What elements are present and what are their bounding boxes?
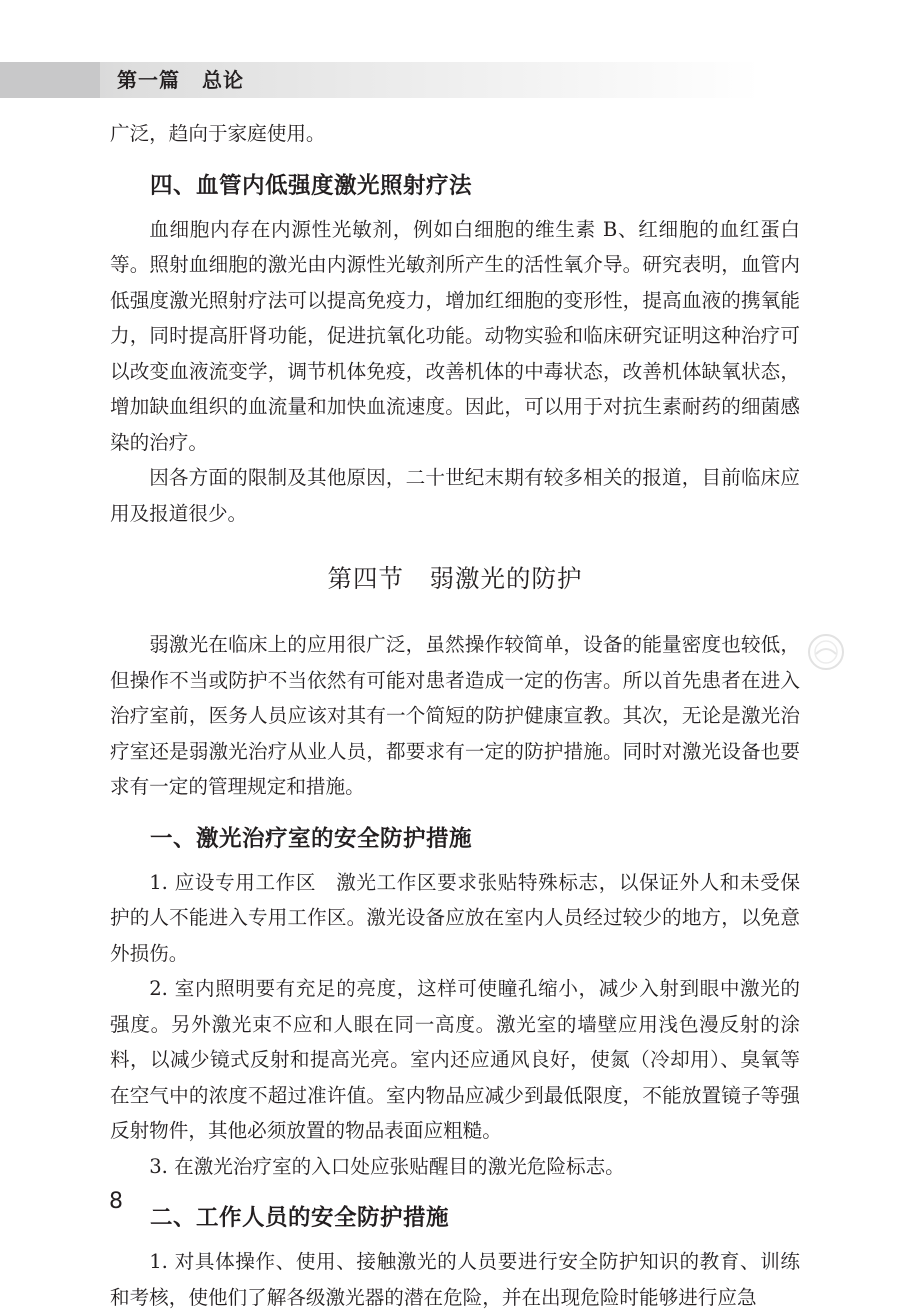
paragraph-reports: 因各方面的限制及其他原因，二十世纪末期有较多相关的报道，目前临床应用及报道很少。 <box>110 466 800 525</box>
list-item-staff-1: 1. 对具体操作、使用、接触激光的人员要进行安全防护知识的教育、训练和考核，使他们了解各级激光器的潜在危险，并在出现危险时能够进行应急 <box>110 1250 800 1309</box>
running-head <box>117 64 244 96</box>
list-item-room-3: 3. 在激光治疗室的入口处应张贴醒目的激光危险标志。 <box>149 1154 625 1178</box>
page-content <box>110 116 800 1315</box>
list-item-room-1: 1. 应设专用工作区 激光工作区要求张贴特殊标志，以保证外人和未受保护的人不能进入专用工作区。激光设备应放在室内人员经过较少的地方，以免意外损伤。 <box>110 870 800 965</box>
page-number: 8 <box>109 1189 123 1214</box>
section-title: 第四节 弱激光的防护 <box>327 564 583 593</box>
subsection-heading-iv: 四、血管内低强度激光照射疗法 <box>150 172 473 199</box>
publisher-watermark-icon <box>806 632 846 672</box>
paragraph-continued: 广泛，趋向于家庭使用。 <box>110 122 326 145</box>
subsection-heading-1: 一、激光治疗室的安全防护措施 <box>150 825 473 852</box>
running-head-title: 总论 <box>202 68 244 92</box>
subsection-heading-2: 二、工作人员的安全防护措施 <box>150 1205 450 1231</box>
list-item-room-2: 2. 室内照明要有充足的亮度，这样可使瞳孔缩小，减少入射到眼中激光的强度。另外激光束不应和人眼在同一高度。激光室的墙壁应用浅色漫反射的涂料，以减少镜式反射和提高光亮。室内还应通风良好，使氮（冷却用）、臭氧等在空气中的浓度不超过准许值。室内物品应减少到最低限度，不能放置镜子等强反射物件，其他必须放置的物品表面应粗糙。 <box>110 977 800 1142</box>
running-head-band <box>0 62 760 98</box>
paragraph-blood-cells: 血细胞内存在内源性光敏剂，例如白细胞的维生素 B、红细胞的血红蛋白等。照射血细胞的激光由内源性光敏剂所产生的活性氧介导。研究表明，血管内低强度激光照射疗法可以提高免疫力，增加红细胞的变形性，提高血液的携氧能力，同时提高肝肾功能，促进抗氧化功能。动物实验和临床研究证明这种治疗可以改变血液流变学，调节机体免疫，改善机体的中毒状态，改善机体缺氧状态，增加缺血组织的血流量和加快血流速度。因此，可以用于对抗生素耐药的细菌感染的治疗。 <box>110 217 800 454</box>
running-head-band-stripe <box>0 62 100 98</box>
paragraph-intro: 弱激光在临床上的应用很广泛，虽然操作较简单，设备的能量密度也较低，但操作不当或防护不当依然有可能对患者造成一定的伤害。所以首先患者在进入治疗室前，医务人员应该对其有一个简短的防护健康宣教。其次，无论是激光治疗室还是弱激光治疗从业人员，都要求有一定的防护措施。同时对激光设备也要求有一定的管理规定和措施。 <box>110 633 800 798</box>
running-head-part: 第一篇 <box>117 68 180 92</box>
